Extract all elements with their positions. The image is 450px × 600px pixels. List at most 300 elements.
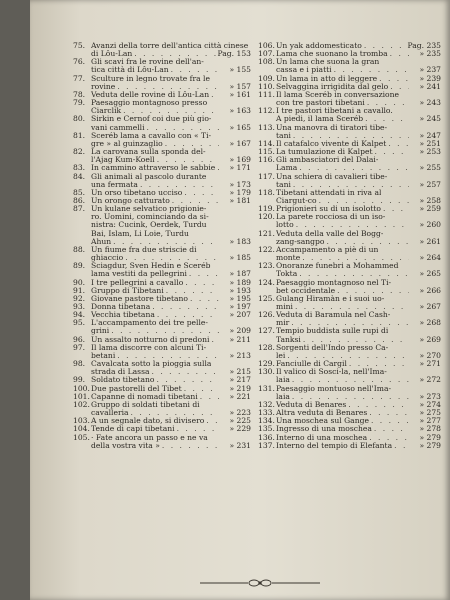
entry-caption: Gli ambasciatori del Dalai- (276, 156, 379, 165)
entry-caption: Sorgenti dell'Indo presso Ca- (276, 343, 389, 352)
index-column-right (258, 42, 441, 450)
entry-caption: della vostra vita » (91, 440, 160, 450)
dot-leader (299, 270, 409, 278)
entry-caption: Un yak addomesticato (276, 41, 362, 50)
entry-number: 100. (73, 383, 90, 393)
index-entry (258, 173, 441, 189)
dot-leader (152, 368, 219, 376)
entry-caption: Lama (276, 163, 298, 173)
dot-leader (177, 425, 219, 433)
entry-caption: Ingresso di una moschea (276, 424, 372, 434)
dot-leader (211, 91, 219, 99)
index-entry (73, 434, 251, 450)
entry-caption: betani (91, 350, 116, 360)
entry-caption: lotto (276, 220, 294, 230)
entry-caption: Ciargut-co (276, 195, 317, 205)
entry-number: 122. (258, 244, 275, 254)
index-entry (73, 319, 251, 335)
dot-leader (388, 140, 409, 148)
page-reference: » 165 (229, 122, 251, 132)
entry-caption: Tende di capi tibetani (91, 424, 175, 434)
entry-number: 111. (258, 89, 275, 99)
index-entry (73, 336, 251, 344)
entry-number: 127. (258, 326, 275, 336)
entry-number: 123. (258, 261, 275, 271)
index-entry (258, 327, 441, 343)
index-entry (73, 344, 251, 360)
entry-number: 89. (73, 261, 86, 271)
page-reference: » 260 (419, 220, 441, 230)
page-reference: » 259 (419, 204, 441, 214)
dot-leader (291, 319, 409, 327)
index-entry (73, 262, 251, 278)
page-reference: » 245 (419, 114, 441, 124)
page-reference: » 269 (419, 334, 441, 344)
dot-leader (349, 360, 409, 368)
page-reference: » 163 (229, 106, 251, 116)
entry-caption: Ahun (91, 236, 112, 246)
entry-number: 101. (73, 391, 90, 401)
entry-caption: Il catafalco vivente di Kalpet (276, 138, 387, 148)
index-entry (258, 50, 441, 58)
entry-caption: Paesaggio montuoso nell'Ima- (276, 384, 392, 393)
entry-caption: Ciarclik (91, 106, 122, 116)
page-reference: Pag. 153 (217, 49, 251, 59)
entry-number: 113. (258, 122, 275, 132)
entry-caption: Capanne di nomadi tibetani (91, 391, 198, 401)
page-reference: » 266 (419, 285, 441, 295)
index-entry (73, 91, 251, 99)
page-reference: » 173 (229, 179, 251, 189)
page-reference: » 279 (419, 432, 441, 442)
index-entry (258, 230, 441, 246)
entry-caption: Gli scavi fra le rovine dell'an- (91, 58, 204, 67)
page-reference: » 243 (419, 98, 441, 108)
entry-caption: con tre pastori tibetani (276, 98, 365, 108)
index-entry (73, 173, 251, 189)
entry-caption: grini (91, 326, 110, 336)
entry-number: 96. (73, 334, 86, 344)
entry-caption: nistra: Cucink, Oerdek, Turdu (91, 221, 207, 230)
page-reference: » 278 (419, 424, 441, 434)
entry-caption: Selvaggina irrigidita dal gelo (276, 81, 389, 91)
index-entry (73, 164, 251, 172)
entry-number: 108. (258, 57, 275, 67)
page-reference: » 274 (419, 399, 441, 409)
entry-number: 110. (258, 81, 275, 91)
entry-caption: l'Ajag Kum-Koell (91, 155, 155, 165)
index-entry (258, 107, 441, 123)
entry-number: 85. (73, 187, 86, 197)
page-reference: » 251 (419, 138, 441, 148)
entry-number: 82. (73, 147, 86, 157)
index-entry (258, 385, 441, 401)
index-entry (258, 262, 441, 278)
entry-number: 104. (73, 424, 90, 434)
dot-leader (206, 417, 219, 425)
page-reference: » 265 (419, 269, 441, 279)
page-reference: » 209 (229, 326, 251, 336)
entry-caption: Due pastorelli del Tibet (91, 383, 182, 393)
dot-leader (134, 50, 215, 58)
entry-caption: Accampamento a piè di un (276, 245, 379, 254)
entry-number: 77. (73, 73, 86, 83)
entry-caption: tica città di Lôu-Lan (91, 65, 169, 75)
page-reference: » 223 (229, 408, 251, 418)
index-entry (258, 205, 441, 213)
entry-caption: Un lama che suona la gran (276, 58, 380, 67)
entry-number: 106. (258, 41, 275, 50)
entry-caption: gre » al guinzaglio (91, 138, 163, 148)
page-reference: » 235 (419, 49, 441, 59)
page-reference: » 237 (419, 65, 441, 75)
dot-leader (371, 417, 409, 425)
entry-number: 78. (73, 89, 86, 99)
dot-leader (365, 115, 409, 123)
entry-caption: Un fiume fra due striscie di (91, 245, 197, 254)
index-entry (258, 295, 441, 311)
entry-caption: Bai, Islam, Li Loie, Turdu (91, 229, 189, 238)
entry-caption: Veduta di Baramula nel Cash- (276, 311, 391, 320)
index-entry (73, 58, 251, 74)
entry-number: 87. (73, 204, 86, 214)
entry-number: 109. (258, 73, 275, 83)
ornament-divider (200, 578, 320, 588)
dot-leader (190, 295, 219, 303)
entry-caption: Giovane pastore tibetano (91, 293, 189, 303)
entry-number: 95. (73, 318, 86, 328)
entry-number: 102. (73, 399, 90, 409)
dot-leader (125, 254, 219, 262)
entry-caption: La parete rocciosa di un iso- (276, 213, 386, 222)
dot-leader (367, 99, 409, 107)
index-entry (258, 91, 441, 107)
dot-leader (217, 164, 219, 172)
entry-caption: Sirkin e Cernof coi due più gio- (91, 115, 212, 124)
entry-caption: Un orso tibetano ucciso (91, 187, 183, 197)
index-entry (73, 311, 251, 319)
entry-caption: Paesaggio montagnoso presso (91, 99, 208, 108)
entry-number: 128. (258, 342, 275, 352)
dot-leader (184, 189, 219, 197)
entry-caption: Lama che suonano la tromba (276, 49, 388, 59)
dot-leader (375, 148, 409, 156)
entry-caption: Un lama in atto di leggere (276, 73, 378, 83)
entry-caption: Altra veduta di Benares (276, 408, 368, 418)
page-reference: » 215 (229, 367, 251, 377)
entry-caption: Il lama discorre con alcuni Ti- (91, 343, 207, 352)
entry-number: 124. (258, 277, 275, 287)
page-reference: » 225 (229, 416, 251, 426)
entry-caption: · Fate ancora un passo e ne va (91, 433, 208, 442)
page-reference: » 181 (229, 195, 251, 205)
dot-leader (117, 352, 219, 360)
index-entry (258, 189, 441, 205)
dot-leader (171, 66, 219, 74)
dot-leader (157, 311, 219, 319)
entry-caption: lama vestiti da pellegrini (91, 269, 187, 279)
dot-leader (113, 238, 219, 246)
page-reference: » 171 (229, 163, 251, 173)
entry-caption: mir (276, 318, 290, 328)
entry-caption: I tre pellegrini a cavallo (91, 277, 184, 287)
page-reference: » 211 (229, 334, 251, 344)
entry-number: 112. (258, 106, 275, 116)
entry-number: 81. (73, 130, 86, 140)
index-entry (258, 156, 441, 172)
dot-leader (302, 254, 409, 262)
page-reference: » 213 (229, 350, 251, 360)
entry-caption: Soldato tibetano (91, 375, 155, 385)
entry-number: 83. (73, 163, 86, 173)
index-entry (258, 148, 441, 156)
entry-caption: In cammino attraverso le sabbie (91, 163, 216, 173)
entry-caption: Sciagdur, Sven Hedin e Sceréb (91, 262, 211, 271)
entry-number: 80. (73, 114, 86, 124)
entry-caption: zang-sangpo (276, 236, 325, 246)
index-entry (258, 344, 441, 360)
dot-leader (123, 107, 219, 115)
page-reference: » 193 (229, 285, 251, 295)
dot-leader (293, 181, 409, 189)
dot-leader (152, 303, 219, 311)
entry-number: 97. (73, 342, 86, 352)
index-entry (258, 279, 441, 295)
entry-caption: Gruppo di Tibetani (91, 285, 164, 295)
page-reference: » 268 (419, 318, 441, 328)
dot-leader (292, 376, 409, 384)
page-reference: » 189 (229, 277, 251, 287)
entry-number: 92. (73, 293, 86, 303)
entry-caption: Il lama Sceréb in conversazione (276, 90, 399, 99)
index-entry (73, 197, 251, 205)
entry-caption: La carovana sulla sponda del- (91, 148, 206, 157)
entry-caption: Un orongo catturato (91, 195, 170, 205)
entry-number: 118. (258, 187, 275, 197)
page-reference: » 197 (229, 302, 251, 311)
page-reference: » 247 (419, 130, 441, 140)
entry-caption: Gulang Hiramàn e i suoi uo- (276, 294, 385, 303)
entry-number: 98. (73, 359, 86, 369)
entry-caption: una fermata (91, 179, 138, 189)
dot-leader (295, 303, 409, 311)
index-entry (258, 360, 441, 368)
index-entry (258, 213, 441, 229)
dot-leader (337, 287, 409, 295)
page-reference: » 275 (419, 408, 441, 418)
entry-number: 129. (258, 359, 275, 369)
entry-number: 133. (258, 408, 275, 418)
page-reference: » 221 (229, 391, 251, 401)
entry-number: 105. (73, 432, 90, 442)
entry-caption: Paesaggio montagnoso nel Ti- (276, 278, 392, 287)
page-reference: » 272 (419, 375, 441, 385)
page-reference: » 217 (229, 375, 251, 385)
entry-caption: La tumulazione di Kalpet (276, 147, 373, 157)
entry-number: 79. (73, 98, 86, 108)
index-entry (258, 124, 441, 140)
page-reference: » 261 (419, 236, 441, 246)
index-entry (73, 115, 251, 131)
index-entry (73, 360, 251, 376)
index-entry (73, 42, 251, 58)
index-entry (258, 246, 441, 262)
dot-leader (374, 425, 409, 433)
index-entry (258, 83, 441, 91)
entry-number: 94. (73, 310, 86, 320)
entry-caption: Tempio buddista sulle rupi di (276, 327, 389, 336)
entry-number: 134. (258, 416, 275, 426)
index-entry (73, 99, 251, 115)
page-reference: » 169 (229, 155, 251, 165)
dot-leader (303, 336, 409, 344)
page-reference: » 258 (419, 195, 441, 205)
dot-leader (185, 279, 219, 287)
index-entry (73, 401, 251, 417)
entry-number: 114. (258, 138, 275, 148)
entry-number: 130. (258, 367, 275, 377)
entry-number: 126. (258, 310, 275, 320)
entry-number: 107. (258, 49, 275, 59)
page-reference: » 231 (229, 440, 251, 450)
page-reference: » 195 (229, 293, 251, 303)
entry-number: 103. (73, 416, 90, 426)
page-reference: » 267 (419, 302, 441, 311)
entry-caption: monte (276, 253, 301, 263)
entry-number: 137. (258, 440, 275, 450)
index-entry (73, 148, 251, 164)
entry-caption: Un kulane selvatico prigionie- (91, 205, 207, 214)
entry-caption: Gli animali al pascolo durante (91, 172, 207, 181)
page-reference: » 185 (229, 253, 251, 263)
entry-caption: di Lôu-Lan (91, 49, 133, 59)
entry-caption: A piedi, il lama Sceréb (276, 114, 364, 124)
index-entry (258, 368, 441, 384)
page-reference: » 241 (419, 81, 441, 91)
entry-number: 115. (258, 147, 275, 157)
dot-leader (211, 336, 219, 344)
entry-number: 75. (73, 41, 86, 50)
entry-caption: Tokta (276, 269, 298, 279)
dot-leader (326, 238, 409, 246)
page-reference: » 183 (229, 236, 251, 246)
index-entry (73, 132, 251, 148)
entry-number: 93. (73, 302, 86, 311)
entry-number: 132. (258, 399, 275, 409)
entry-number: 91. (73, 285, 86, 295)
entry-caption: Sculture in legno trovate fra le (91, 74, 210, 83)
index-entry (73, 205, 251, 246)
page-reference: » 279 (419, 440, 441, 450)
entry-caption: Una schiera di cavalieri tibe- (276, 172, 388, 181)
page-reference: » 257 (419, 179, 441, 189)
entry-number: 84. (73, 171, 86, 181)
dot-leader (383, 205, 409, 213)
entry-caption: tani (276, 130, 291, 140)
page-reference: » 270 (419, 350, 441, 360)
entry-caption: bet occidentale (276, 285, 336, 295)
index-entry (258, 311, 441, 327)
dot-leader (189, 270, 219, 278)
entry-number: 121. (258, 228, 275, 238)
entry-caption: vani cammelli (91, 122, 145, 132)
entry-caption: cavalleria (91, 408, 129, 418)
index-entry (73, 425, 251, 433)
page-reference: » 239 (419, 73, 441, 83)
page-reference: » 187 (229, 269, 251, 279)
entry-caption: lei (276, 350, 286, 360)
entry-caption: L'accampamento dei tre pelle- (91, 319, 208, 328)
dot-leader (172, 197, 219, 205)
page-reference: » 179 (229, 187, 251, 197)
entry-number: 136. (258, 432, 275, 442)
entry-number: 116. (258, 155, 275, 165)
entry-caption: Veduta di Benares (276, 399, 347, 409)
entry-caption: Veduta delle rovine di Lôu-Lan (91, 89, 210, 99)
index-entry (73, 246, 251, 262)
entry-caption: strada di Lassa (91, 367, 150, 377)
dot-leader (162, 442, 219, 450)
page-reference: » 277 (419, 416, 441, 426)
dot-leader (296, 221, 409, 229)
entry-number: 120. (258, 212, 275, 222)
entry-number: 131. (258, 383, 275, 393)
entry-number: 76. (73, 57, 86, 67)
entry-caption: ghiaccio (91, 253, 124, 263)
entry-caption: Prigionieri su di un isolotto (276, 204, 381, 214)
book-page (30, 0, 450, 600)
entry-number: 90. (73, 277, 86, 287)
entry-caption: Interno di una moschea (276, 432, 368, 442)
page-reference: » 155 (229, 65, 251, 75)
page-reference: » 219 (229, 383, 251, 393)
entry-caption: tani (276, 179, 291, 189)
page-reference: » 161 (229, 89, 251, 99)
entry-number: 88. (73, 244, 86, 254)
entry-number: 119. (258, 204, 275, 214)
entry-caption: Fanciulle di Cargil (276, 359, 347, 369)
entry-number: 135. (258, 424, 275, 434)
entry-caption: Avanzi della torre dell'antica città cinese (91, 42, 249, 50)
page-reference: » 253 (419, 147, 441, 157)
entry-number: 125. (258, 293, 275, 303)
dot-leader (390, 83, 409, 91)
entry-caption: ro. Uomini, cominciando da si- (91, 213, 209, 222)
index-entry (73, 75, 251, 91)
entry-caption: Il valico di Sosci-la, nell'Ima- (276, 368, 387, 377)
dot-leader (369, 409, 409, 417)
dot-leader (390, 50, 409, 58)
entry-caption: Interno del tempio di Elefanta (276, 440, 393, 450)
entry-caption: Un assalto notturno di predoni (91, 334, 210, 344)
page-reference: » 207 (229, 310, 251, 320)
page-reference: » 167 (229, 138, 251, 148)
dot-leader (147, 124, 219, 132)
page-reference: » 264 (419, 253, 441, 263)
entry-caption: Sceréb lama a cavallo con « Ti- (91, 131, 212, 140)
entry-caption: Onoranze funebri a Mohammed (276, 262, 399, 271)
page-reference: » 271 (419, 359, 441, 369)
entry-number: 117. (258, 171, 275, 181)
entry-caption: Una moschea sul Gange (276, 416, 369, 426)
index-entry (258, 58, 441, 74)
entry-caption: Tibetani attendati in riva al (276, 188, 382, 197)
entry-caption: A un segnale dato, si divisero (91, 416, 205, 426)
entry-caption: cassa e i piatti (276, 65, 332, 75)
dot-leader (165, 140, 219, 148)
entry-caption: Cavalcata sotto la pioggia sulla (91, 360, 212, 369)
index-entry (73, 393, 251, 401)
